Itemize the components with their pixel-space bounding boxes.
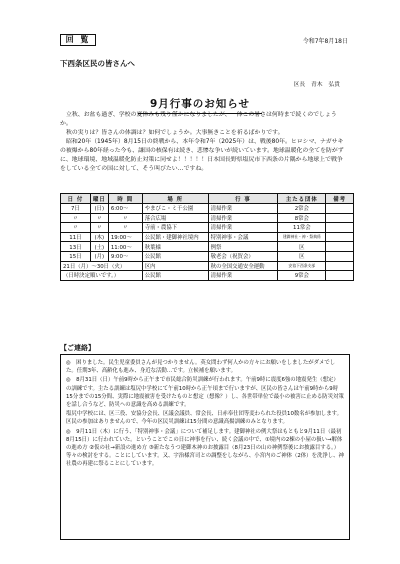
cell-group: 2常会 — [278, 204, 326, 214]
col-header-event: 行 事 — [208, 194, 278, 204]
cell-time: 9:00～ — [108, 251, 142, 261]
cell-event: 例祭 — [208, 242, 278, 252]
col-header-place: 場 所 — [142, 194, 208, 204]
table-row — [61, 242, 354, 252]
cell-date: 11日 — [61, 232, 91, 242]
cell-place: 寺前・農協下 — [142, 223, 208, 233]
cell-date: 7日 — [61, 204, 91, 214]
cell-group: 11常会 — [278, 223, 326, 233]
cell-date: 13日 — [61, 242, 91, 252]
cell-time: 11:00～ — [108, 242, 142, 252]
contact-item: ◎ 8月31日（日）午前9時から正午まで市民総合防災訓練が行われます。午前9時に震度6強の地震発生（想定）の訓練です。主たる訓練は塩尻中学校にて午前10時から正午頃まで行いますが、区民の皆さんは午前9時から9時15分までの15分間、実際に地震被害を受けたものと想定（想像？）し、各世帯単位で最小の被害に止める防災対策を話し合うなど、防災への意識を高める訓練です。 — [66, 377, 344, 409]
col-header-weekday: 曜日 — [90, 194, 108, 204]
table-row — [61, 261, 354, 271]
cell-time: 〃 — [108, 213, 142, 223]
contact-heading: 【ご連絡】 — [60, 344, 95, 352]
cell-weekday: (木) — [90, 232, 108, 242]
cell-notes — [326, 232, 354, 242]
cell-group: 9常会 — [278, 271, 326, 281]
cell-group: 区 — [278, 242, 326, 252]
schedule-header-row — [61, 194, 354, 204]
cell-event: 清掃作業 — [208, 271, 278, 281]
cell-place: やまびこ・ミ千公園 — [142, 204, 208, 214]
cell-time: 6:00～ — [108, 204, 142, 214]
cell-date: 〃 — [61, 213, 91, 223]
intro-paragraph: 昭和20年（1945年）8月15日の終戦から、本年令和7年（2025年）は、戦後80年。ヒロシマ、ナガサキの被爆から80年経った今も、謙国の核保有は続き、悲惨な争いが続いています。地球温暖化の全てを防がずに、地球環境、地域温暖化防止対策に同せよ！！！！！日本国長野県塩尻市下西条の片隅から地球上で戦争をしている全ての国に対して、そう叫びたい…ですね。 — [60, 139, 344, 172]
cell-place: 落合広場 — [142, 213, 208, 223]
cell-date-note: （日時決定順いです。） — [61, 271, 143, 281]
cell-group: 区 — [278, 251, 326, 261]
cell-date: 15日 — [61, 251, 91, 261]
cell-notes — [326, 251, 354, 261]
table-row — [61, 213, 354, 223]
cell-weekday: 〃 — [90, 223, 108, 233]
circulation-badge: 回 覧 — [60, 34, 96, 46]
cell-weekday: (土) — [90, 242, 108, 252]
schedule-table — [60, 193, 354, 281]
intro-paragraph: 秋の実りは？皆さんの体調は？如何でしょうか。大事無きことを祈るばかりです。 — [66, 130, 284, 136]
cell-notes — [326, 271, 354, 281]
contact-box — [60, 354, 350, 540]
cell-notes — [326, 204, 354, 214]
cell-time: 19:00～ — [108, 232, 142, 242]
cell-weekday: (月) — [90, 251, 108, 261]
cell-place: 秋葉様 — [142, 242, 208, 252]
sender-line: 区長 青木 弘貴 — [293, 82, 340, 88]
cell-time: 〃 — [108, 223, 142, 233]
cell-place: 公民館 — [142, 251, 208, 261]
col-header-date: 日 付 — [61, 194, 91, 204]
cell-group: 安協下西条支部 — [278, 261, 326, 271]
cell-notes — [326, 261, 354, 271]
col-header-group: 主たる団体 — [278, 194, 326, 204]
cell-place: 公民館 — [142, 271, 208, 281]
cell-event: 秋の全国交通安全運動 — [208, 261, 278, 271]
cell-group: 建御神社・神・祭典係 — [278, 232, 326, 242]
intro-paragraph: 立秋、お盆も過ぎ、学校の夏休みも残り僅かになりましたが、一体この暑さは何時まで続くのでしょうか。 — [60, 112, 337, 127]
recipient-line: 下西条区民の皆さんへ — [60, 59, 135, 68]
table-row — [61, 251, 354, 261]
table-row — [61, 271, 354, 281]
col-header-time: 時 間 — [108, 194, 142, 204]
cell-group: 8常会 — [278, 213, 326, 223]
table-row — [61, 204, 354, 214]
issue-date: 令和7年8月18日 — [302, 38, 348, 45]
cell-event: 清掃作業 — [208, 204, 278, 214]
cell-event: 清掃作業 — [208, 223, 278, 233]
cell-notes — [326, 213, 354, 223]
cell-weekday: 〃 — [90, 213, 108, 223]
table-row — [61, 223, 354, 233]
cell-event: 敬老会（祝賀会） — [208, 251, 278, 261]
cell-weekday: (日) — [90, 204, 108, 214]
intro-text — [60, 111, 348, 174]
cell-notes — [326, 242, 354, 252]
cell-date: 〃 — [61, 223, 91, 233]
page-title: 9月行事のお知らせ — [138, 96, 262, 114]
table-row — [61, 232, 354, 242]
contact-item: 塩尻中学校には、区三役、安協分会長、区議会議員、常会長、日赤奉仕団等変わられた役員10数名が参加します。区民の参加はありませんので、今年の区民災訓練は15分間の意識高揚訓練のみとなります。 — [66, 411, 342, 426]
col-header-notes: 備考 — [326, 194, 354, 204]
cell-place: 区内 — [142, 261, 208, 271]
cell-event: 清掃作業 — [208, 213, 278, 223]
cell-date-range: 21日（月）～30日（火） — [61, 261, 143, 271]
cell-notes — [326, 223, 354, 233]
cell-event: 特別神事・会議 — [208, 232, 278, 242]
cell-place: 公民館・建御神社境内 — [142, 232, 208, 242]
contact-item: ◎ 9月11日（木）に行う、「特別神事・会議」について補足します。建御神社の例大祭はもともと9月11日（最初8月15日）に行われていた。ということでこの日に神事を行い、続く会議の中で、①境内の2棟の小屋の扱い→解体の進め方 ②仮の社→新設の進め方 ③新たなうつ建御木神のお披露目（8月23日の山の神例祭後にお披露目する。）等々の検討をする。ことにしています。又、宇治様宮司との調整をしながら、小宮内のご神体（2体）を洗浄し、神社農の再建に祭ることにしています。 — [66, 428, 344, 468]
contact-item: ◎ 困りました。民生児童委員さんが見つかりません。英女問わず何人かの方々にお願いをしましたがダメでした。任期3年、高齢化も進み、身近な活動…です。立候補を願います。 — [66, 360, 336, 375]
